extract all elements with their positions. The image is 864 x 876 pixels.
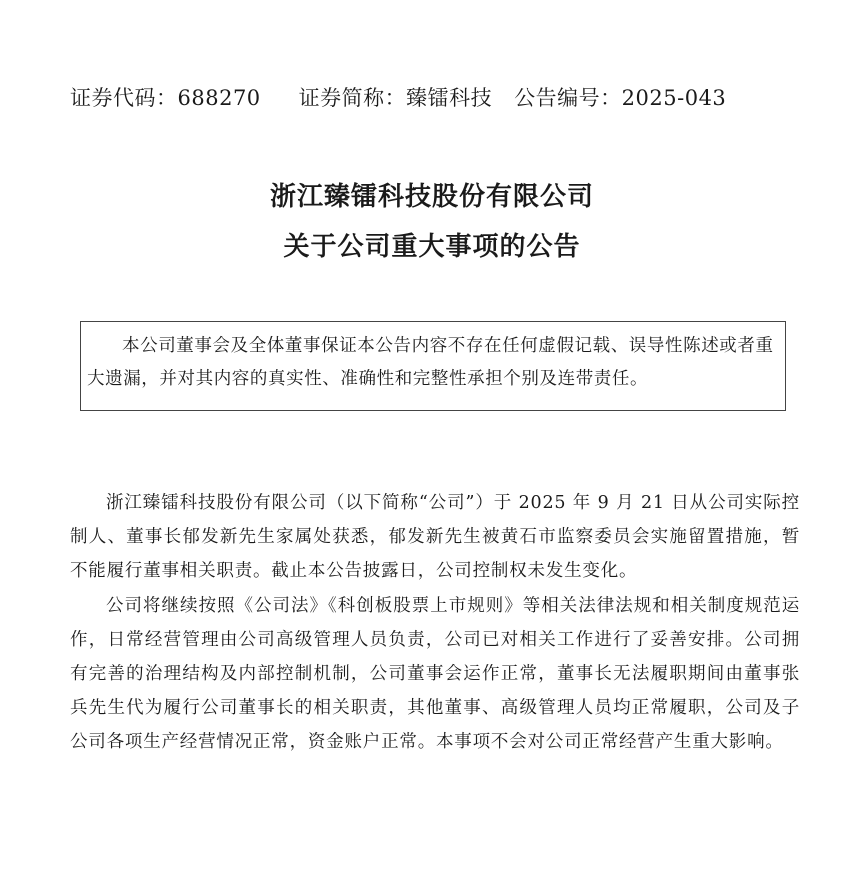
announcement-body xyxy=(70,486,800,760)
security-code: 证券代码：688270 xyxy=(70,86,261,110)
company-name-title: 浙江臻镭科技股份有限公司 xyxy=(269,182,594,212)
security-info-header xyxy=(70,82,810,112)
announcement-number: 公告编号：2025-043 xyxy=(514,86,727,110)
announcement-title: 关于公司重大事项的公告 xyxy=(283,232,581,262)
board-statement-text: 本公司董事会及全体董事保证本公告内容不存在任何虚假记载、误导性陈述或者重大遗漏，并对其内容的真实性、准确性和完整性承担个别及连带责任。 xyxy=(87,336,774,389)
security-abbreviation: 证券简称：臻镭科技 xyxy=(298,86,493,110)
body-paragraph-1: 浙江臻镭科技股份有限公司（以下简称“公司”）于 2025 年 9 月 21 日从公司实际控制人、董事长郁发新先生家属处获悉，郁发新先生被黄石市监察委员会实施留置措施，暂不能履行董事相关职责。截止本公告披露日，公司控制权未发生变化。 xyxy=(70,493,800,582)
board-statement-box xyxy=(80,321,786,411)
body-paragraph-2: 公司将继续按照《公司法》《科创板股票上市规则》等相关法律法规和相关制度规范运作，日常经营管理由公司高级管理人员负责，公司已对相关工作进行了妥善安排。公司拥有完善的治理结构及内部控制机制，公司董事会运作正常，董事长无法履职期间由董事张兵先生代为履行公司董事长的相关职责，其他董事、高级管理人员均正常履职，公司及子公司各项生产经营情况正常，资金账户正常。本事项不会对公司正常经营产生重大影响。 xyxy=(70,595,800,753)
